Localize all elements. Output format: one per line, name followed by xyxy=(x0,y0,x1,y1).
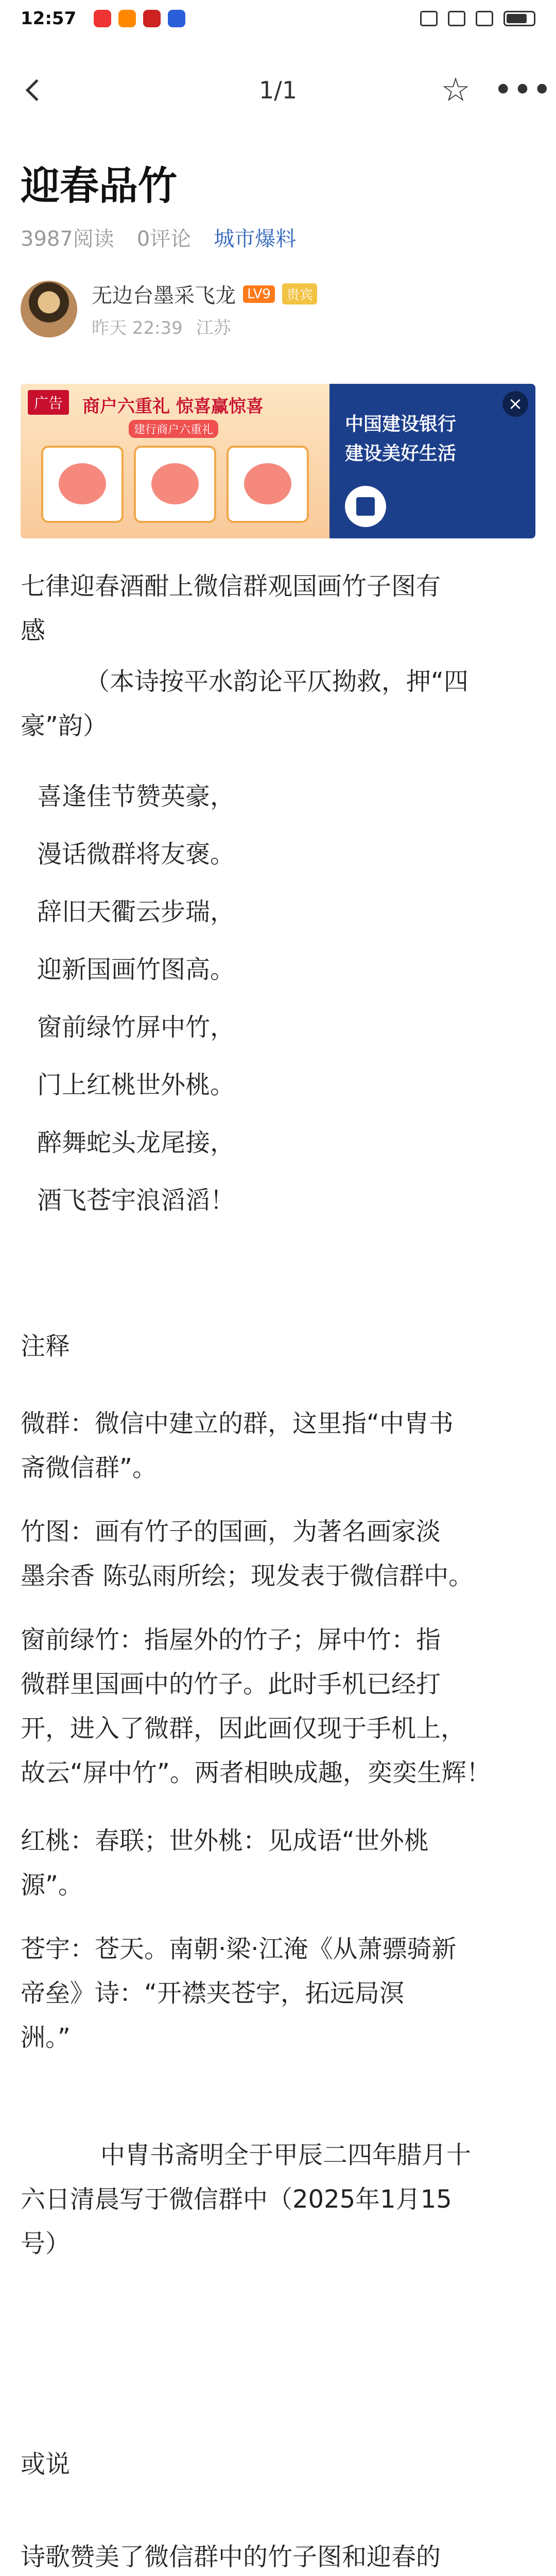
read-count: 3987阅读 xyxy=(21,227,114,251)
notification-app-icon xyxy=(118,10,136,27)
author-info xyxy=(92,279,317,339)
more-button[interactable] xyxy=(493,71,552,109)
comment-count[interactable]: 0评论 xyxy=(136,227,192,251)
back-button[interactable] xyxy=(15,72,51,108)
ad-tag: 广告 xyxy=(28,390,69,415)
signature: 中胄书斋明全于甲辰二四年腊月十 六日清晨写于微信群中（2025年1月15 号） xyxy=(21,2141,472,2258)
notification-app-icon xyxy=(168,10,185,27)
ad-left-panel xyxy=(21,384,329,538)
post-location: 江苏 xyxy=(196,318,231,338)
sim-icon xyxy=(476,11,493,26)
poem-line: 醉舞蛇头龙尾接， xyxy=(37,1128,235,1157)
bank-logo-icon xyxy=(345,486,386,527)
poem-line: 喜逢佳节赞英豪， xyxy=(37,782,235,811)
notification-app-icon xyxy=(143,10,161,27)
vip-badge: 贵宾 xyxy=(282,283,317,304)
wifi-icon xyxy=(448,11,465,26)
discussion-paragraph: 诗歌赞美了微信群中的竹子图和迎春的 xyxy=(21,2543,441,2571)
page-indicator: 1/1 xyxy=(258,76,298,104)
ad-gift-card xyxy=(134,446,216,523)
status-time: 12:57 xyxy=(21,8,77,29)
battery-indicator xyxy=(503,11,535,26)
ad-headline: 商户六重礼 惊喜赢惊喜 xyxy=(82,396,264,417)
annotation-paragraph: 红桃：春联；世外桃：见成语“世外桃 源”。 xyxy=(21,1826,429,1900)
author-name[interactable]: 无边台墨采飞龙 xyxy=(92,284,236,308)
annotation-paragraph: 竹图：画有竹子的国画，为著名画家淡 墨余香 陈弘雨所绘；现发表于微信群中。 xyxy=(21,1517,474,1590)
annotation-paragraph: 窗前绿竹：指屋外的竹子；屏中竹：指 微群里国画中的竹子。此时手机已经打 开，进入了微群，因此画仅现于手机上， 故云“屏中竹”。两者相映成趣，奕奕生辉！ xyxy=(21,1625,491,1787)
author-row[interactable] xyxy=(21,278,535,340)
poem-line: 酒飞苍宇浪滔滔！ xyxy=(37,1186,235,1215)
nav-actions xyxy=(438,71,552,109)
signal-icon xyxy=(420,11,438,26)
status-right xyxy=(420,11,535,26)
article-title: 迎春品竹 xyxy=(21,163,177,209)
poem-body xyxy=(37,768,552,1229)
ad-slogan: 建设美好生活 xyxy=(345,443,457,464)
notification-app-icon xyxy=(94,10,111,27)
battery-icon xyxy=(503,11,535,26)
favorite-button[interactable] xyxy=(438,72,474,108)
status-left xyxy=(21,8,185,29)
ad-gift-card xyxy=(41,446,124,523)
status-app-icons xyxy=(94,10,185,27)
annotation-paragraph: 苍宇：苍天。南朝·梁·江淹《从萧骠骑新 帝垒》诗：“开襟夹苍宇，拓远局溟 洲。” xyxy=(21,1935,457,2052)
annotations-title: 注释 xyxy=(21,1332,71,1361)
star-icon: ☆ xyxy=(441,71,471,109)
status-bar xyxy=(0,0,556,37)
ad-bank-name: 中国建设银行 xyxy=(345,414,457,435)
chevron-left-icon xyxy=(26,79,47,101)
article-meta xyxy=(21,223,296,252)
poem-line: 辞旧天衢云步瑞， xyxy=(37,897,235,926)
top-nav-bar xyxy=(0,57,556,124)
ad-gift-card xyxy=(227,446,309,523)
discussion-title: 或说 xyxy=(21,2450,71,2479)
poem-heading: 七律迎春酒酣上微信群观国画竹子图有 感 xyxy=(21,572,441,645)
ad-subline: 建行商户六重礼 xyxy=(129,420,218,438)
more-dots-icon: ••• xyxy=(493,71,552,109)
post-time: 昨天 22:39 xyxy=(92,318,183,338)
poem-line: 漫话微群将友褒。 xyxy=(37,840,235,869)
poem-note: （本诗按平水韵论平仄拗救，押“四 豪”韵） xyxy=(21,667,468,740)
poem-line: 窗前绿竹屏中竹， xyxy=(37,1013,235,1042)
poem-line: 迎新国画竹图高。 xyxy=(37,955,235,984)
ad-banner[interactable] xyxy=(21,384,535,538)
poem-line: 门上红桃世外桃。 xyxy=(37,1071,235,1099)
category-link[interactable]: 城市爆料 xyxy=(214,227,297,251)
avatar[interactable] xyxy=(21,281,77,337)
level-badge: LV9 xyxy=(243,285,275,303)
ad-close-button[interactable]: × xyxy=(502,391,528,417)
annotation-paragraph: 微群：微信中建立的群，这里指“中胄书 斋微信群”。 xyxy=(21,1409,454,1482)
